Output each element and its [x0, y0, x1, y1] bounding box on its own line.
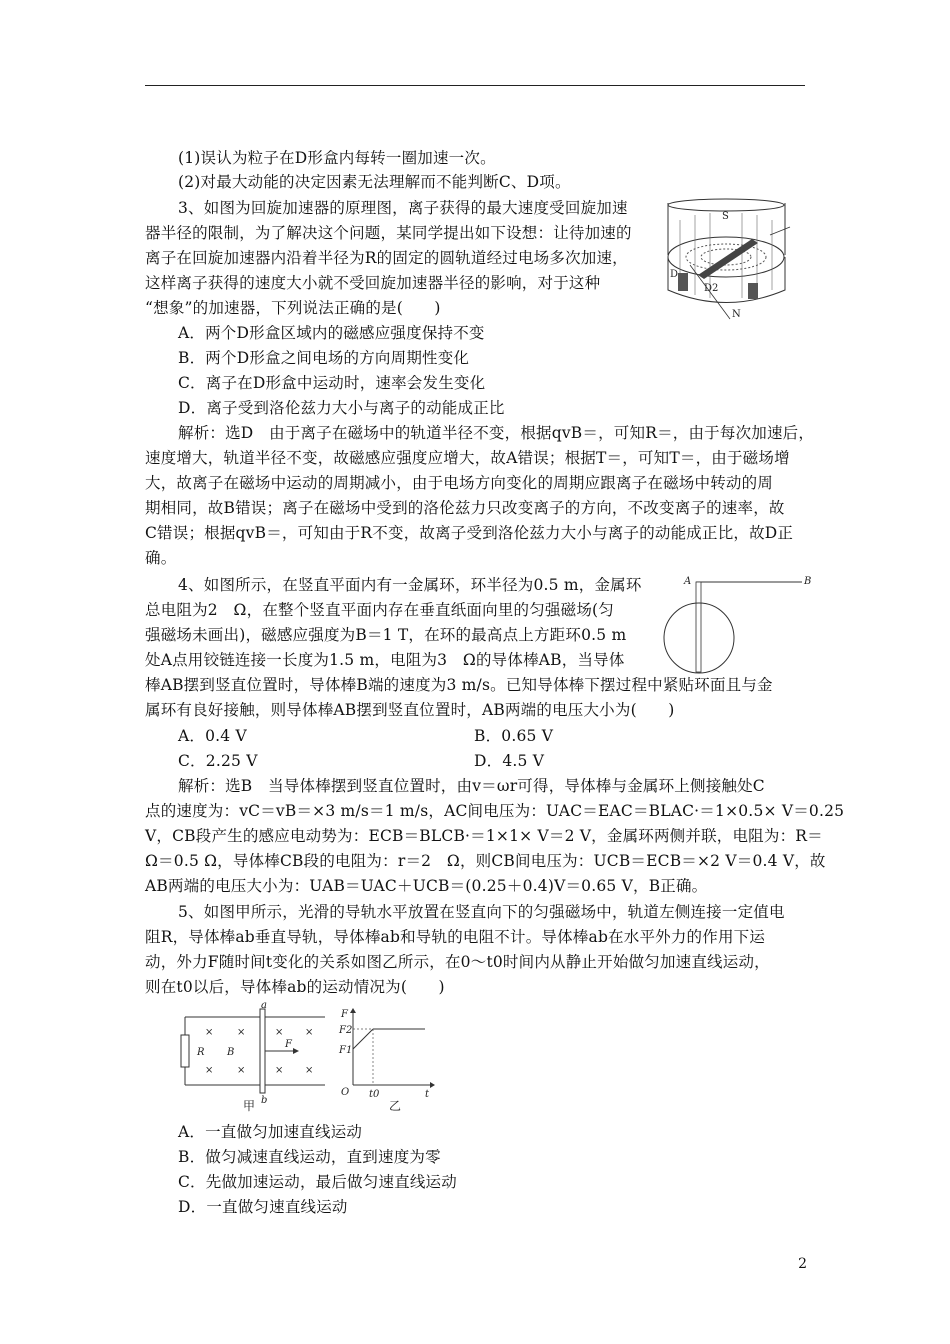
q3-option-b: B．两个D形盒之间电场的方向周期性变化 — [178, 349, 470, 367]
label-D1: D — [670, 269, 679, 280]
q4-option-b: B．0.65 V — [474, 727, 554, 745]
header-rule — [145, 85, 805, 86]
label-A: A — [684, 576, 692, 587]
q5-stem-line: 则在t0以后，导体棒ab的运动情况为( ) — [145, 978, 445, 996]
q4-stem-line: 处A点用铰链连接一长度为1.5 m，电阻为3 Ω的导体棒AB，当导体 — [145, 651, 625, 669]
q3-stem-line: 器半径的限制，为了解决这个问题，某同学提出如下设想：让待加速的 — [145, 224, 632, 242]
q4-stem-line: 总电阻为2 Ω，在整个竖直平面内存在垂直纸面向里的匀强磁场(匀 — [145, 601, 614, 619]
q3-stem-line: 这样离子获得的速度大小就不受回旋加速器半径的影响，对于这种 — [145, 274, 601, 292]
cross-mark: × — [205, 1027, 214, 1038]
q4-analysis-line: Ω＝0.5 Ω，导体棒CB段的电阻为：r＝2 Ω，则CB间电压为：UCB＝ECB＝×2 V＝0.4 V，故 — [145, 852, 826, 870]
label-t0: t0 — [369, 1089, 380, 1100]
q3-analysis-line: 解析：选D 由于离子在磁场中的轨道半径不变，根据qvB＝，可知R＝，由于每次加速后， — [178, 424, 815, 442]
note-line: (1)误认为粒子在D形盒内每转一圈加速一次。 — [178, 149, 496, 167]
cross-mark: × — [275, 1065, 284, 1076]
caption-jia: 甲 — [243, 1099, 256, 1113]
force-time-graph — [335, 1005, 435, 1115]
cross-mark: × — [275, 1027, 284, 1038]
label-D2: D2 — [704, 283, 719, 294]
cross-mark: × — [305, 1065, 314, 1076]
q3-option-c: C．离子在D形盒中运动时，速率会发生变化 — [178, 374, 486, 392]
q4-analysis-line: 点的速度为：vC＝vB＝×3 m/s＝1 m/s，AC间电压为：UAC＝EAC＝BLAC·＝1×0.5× V＝0.25 — [145, 802, 845, 820]
q3-stem-line: 离子在回旋加速器内沿着半径为R的固定的圆轨道经过电场多次加速， — [145, 249, 628, 267]
q3-analysis-line: 速度增大，轨道半径不变，故磁感应强度应增大，故A错误；根据T＝，可知T＝，由于磁场增 — [145, 449, 790, 467]
q4-stem-line: 棒AB摆到竖直位置时，导体棒B端的速度为3 m/s。已知导体棒下摆过程中紧贴环面且与金 — [145, 676, 773, 694]
q3-analysis-line: C错误；根据qvB＝，可知由于R不变，故离子受到洛伦兹力大小与离子的动能成正比，故D正 — [145, 524, 794, 542]
note-line: (2)对最大动能的决定因素无法理解而不能判断C、D项。 — [178, 173, 571, 191]
q4-analysis-line: 解析：选B 当导体棒摆到竖直位置时，由v＝ωr可得，导体棒与金属环上侧接触处C — [178, 777, 765, 795]
label-O: O — [341, 1087, 350, 1098]
label-b: b — [261, 1095, 268, 1106]
q5-option-d: D．一直做匀速直线运动 — [178, 1198, 348, 1216]
label-N: N — [732, 309, 741, 320]
label-B: B — [227, 1047, 235, 1058]
q5-stem-line: 5、如图甲所示，光滑的导轨水平放置在竖直向下的匀强磁场中，轨道左侧连接一定值电 — [178, 903, 785, 921]
q3-stem-line: “想象”的加速器，下列说法正确的是( ) — [145, 299, 441, 317]
q4-stem-line: 强磁场未画出)，磁感应强度为B＝1 T，在环的最高点上方距环0.5 m — [145, 626, 627, 644]
label-F1: F1 — [339, 1045, 353, 1056]
label-R: R — [197, 1047, 205, 1058]
q5-option-c: C．先做加速运动，最后做匀速直线运动 — [178, 1173, 457, 1191]
cross-mark: × — [205, 1065, 214, 1076]
label-a: a — [261, 1000, 267, 1011]
label-F: F — [285, 1039, 292, 1050]
q5-stem-line: 阻R，导体棒ab垂直导轨，导体棒ab和导轨的电阻不计。导体棒ab在水平外力的作用下运 — [145, 928, 766, 946]
cyclotron-figure — [660, 195, 795, 325]
q5-stem-line: 动，外力F随时间t变化的关系如图乙所示，在0～t0时间内从静止开始做匀加速直线运动， — [145, 953, 770, 971]
q4-option-c: C．2.25 V — [178, 752, 258, 770]
axis-F: F — [341, 1009, 348, 1020]
page-number: 2 — [798, 1256, 807, 1272]
q3-option-a: A．两个D形盒区域内的磁感应强度保持不变 — [178, 324, 485, 342]
q3-analysis-line: 期相同，故B错误；离子在磁场中受到的洛伦兹力只改变离子的方向，不改变离子的速率，故 — [145, 499, 785, 517]
q3-stem-line: 3、如图为回旋加速器的原理图，离子获得的最大速度受回旋加速 — [178, 199, 628, 217]
q4-stem-line: 4、如图所示，在竖直平面内有一金属环，环半径为0.5 m，金属环 — [178, 576, 642, 594]
caption-yi: 乙 — [389, 1099, 402, 1113]
label-S: S — [722, 211, 729, 222]
q5-option-b: B．做匀减速直线运动，直到速度为零 — [178, 1148, 441, 1166]
cross-mark: × — [237, 1065, 246, 1076]
label-F2: F2 — [339, 1025, 353, 1036]
q3-analysis-line: 确。 — [145, 549, 177, 567]
label-B: B — [804, 576, 812, 587]
cross-mark: × — [237, 1027, 246, 1038]
axis-t: t — [425, 1089, 430, 1100]
rail-circuit-figure — [175, 1000, 335, 1115]
ring-rod-figure — [680, 570, 815, 675]
q5-option-a: A．一直做匀加速直线运动 — [178, 1123, 363, 1141]
q4-analysis-line: AB两端的电压大小为：UAB＝UAC＋UCB＝(0.25＋0.4)V＝0.65 V，B正确。 — [145, 877, 708, 895]
q4-analysis-line: V，CB段产生的感应电动势为：ECB＝BLCB·＝1×1× V＝2 V，金属环两侧并联，电阻为：R＝ — [145, 827, 823, 845]
q3-option-d: D．离子受到洛伦兹力大小与离子的动能成正比 — [178, 399, 505, 417]
cross-mark: × — [305, 1027, 314, 1038]
q3-analysis-line: 大，故离子在磁场中运动的周期减小，由于电场方向变化的周期应跟离子在磁场中转动的周 — [145, 474, 774, 492]
q4-option-d: D．4.5 V — [474, 752, 545, 770]
q4-stem-line: 属环有良好接触，则导体棒AB摆到竖直位置时，AB两端的电压大小为( ) — [145, 701, 675, 719]
q4-option-a: A．0.4 V — [178, 727, 247, 745]
